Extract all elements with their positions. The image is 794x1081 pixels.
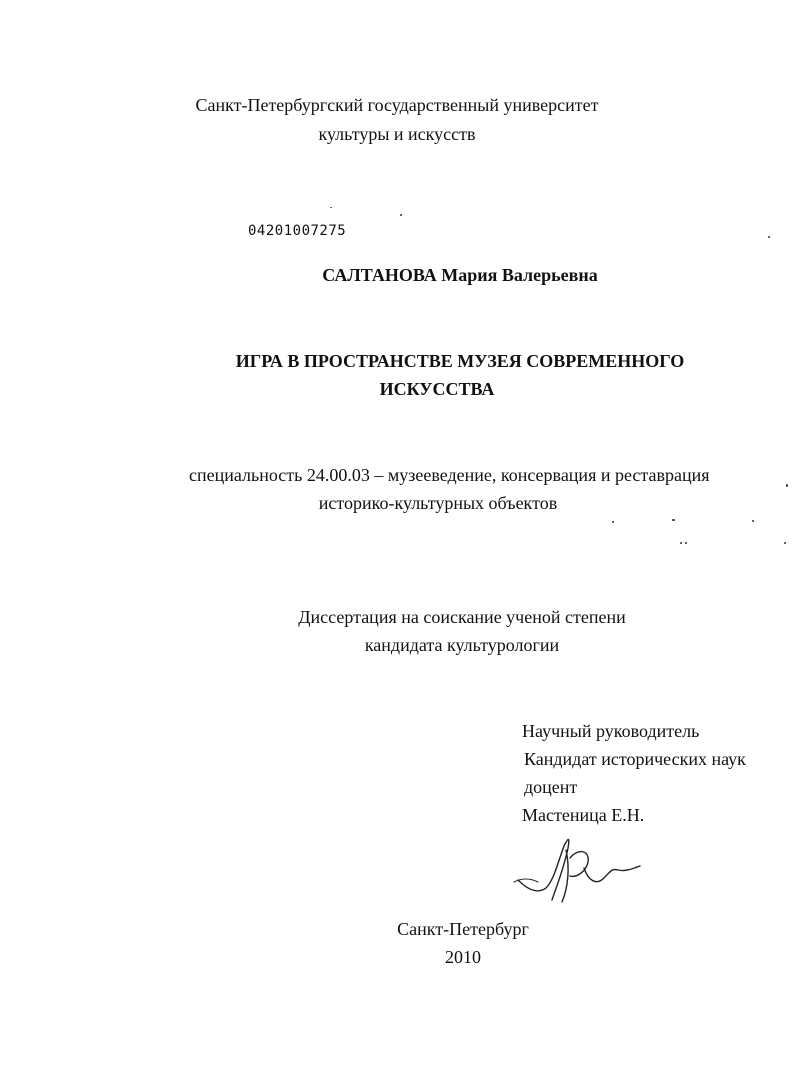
supervisor-rank: доцент (524, 777, 578, 797)
catalog-number: 04201007275 (248, 223, 347, 239)
specialty-line2: историко-культурных объектов (318, 493, 558, 513)
supervisor-name: Мастеница Е.Н. (522, 805, 645, 825)
thesis-title-line1: ИГРА В ПРОСТРАНСТВЕ МУЗЕЯ СОВРЕМЕННОГО (235, 351, 685, 371)
supervisor-degree: Кандидат исторических наук (524, 749, 746, 769)
university-name-line2: культуры и искусств (318, 124, 476, 144)
scan-speck (612, 521, 614, 523)
scan-speck (400, 214, 402, 216)
degree-line1: Диссертация на соискание ученой степени (298, 607, 626, 627)
scan-speck (330, 207, 332, 208)
scan-speck (685, 542, 687, 544)
author-name: САЛТАНОВА Мария Валерьевна (322, 265, 598, 285)
scan-speck (768, 236, 770, 238)
city: Санкт-Петербург (397, 919, 529, 939)
signature-icon (508, 828, 648, 908)
supervisor-role: Научный руководитель (522, 721, 700, 741)
scan-speck (680, 542, 682, 544)
specialty-line1: специальность 24.00.03 – музееведение, консервация и реставрация (189, 465, 710, 485)
scan-speck (784, 542, 786, 544)
scan-speck (752, 520, 754, 522)
university-name-line1: Санкт-Петербургский государственный университет (195, 95, 599, 115)
year: 2010 (445, 947, 481, 967)
scan-speck (786, 484, 788, 487)
scan-speck (672, 519, 675, 521)
degree-line2: кандидата культурологии (364, 635, 560, 655)
thesis-title-line2: ИСКУССТВА (379, 379, 495, 399)
